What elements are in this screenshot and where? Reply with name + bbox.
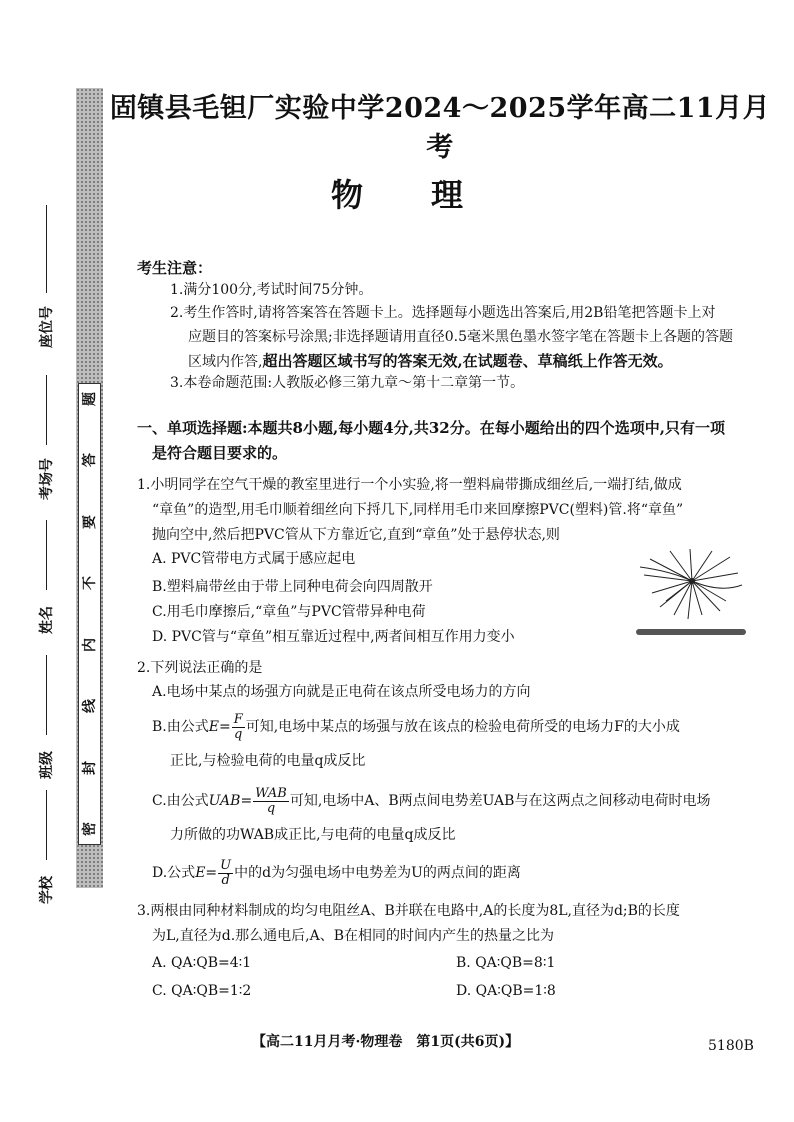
q2-option-c-cont: 力所做的功WAB成正比,与电荷的电量q成反比 [170,827,456,843]
notice-item-2: 2.考生作答时,请将答案答在答题卡上。选择题每小题选出答案后,用2B铅笔把答题卡上对 [170,305,716,321]
school-label: 学校 [39,876,55,904]
fraction-numerator: F [233,711,243,727]
exam-title: 固镇县毛钽厂实验中学2024～2025学年高二11月月考 [109,93,771,163]
seal-char: 题 [81,392,98,406]
q2-stem: 2.下列说法正确的是 [137,660,263,676]
notice-item-1: 1.满分100分,考试时间75分钟。 [170,282,373,298]
name-field[interactable] [36,520,56,644]
q1-option-b: B.塑料扁带丝由于带上同种电荷会向四周散开 [152,579,433,595]
exam-room-field[interactable] [36,375,56,503]
name-label: 姓名 [39,606,55,634]
q2-option-d [152,858,521,888]
q3-option-d: D. QA∶QB=1∶8 [456,983,556,999]
seal-char: 要 [81,514,98,529]
section-heading: 一、单项选择题:本题共8小题,每小题4分,共32分。在每小题给出的四个选项中,只有一项 [137,419,725,437]
fraction [218,859,233,888]
text: B.由公式 [152,719,209,735]
text: C.由公式 [152,793,209,809]
seal-char: 不 [81,576,98,591]
name-line[interactable] [46,520,47,590]
exam-room-label: 考场号 [39,458,55,500]
seal-char: 密 [81,821,98,836]
fraction [253,787,289,816]
q1-stem: 1.小明同学在空气干燥的教室里进行一个小实验,将一塑料扁带撕成细丝后,一端打结,做成 [137,477,682,493]
subject-title [0,170,794,216]
notice-warning: 超出答题区域书写的答案无效,在试题卷、草稿纸上作答无效。 [262,352,673,370]
seal-char: 答 [81,453,98,468]
fraction-denominator: q [266,800,276,816]
paper-code: 5180B [708,1038,754,1054]
seal-char: 封 [81,760,98,775]
q2-option-b [152,712,680,742]
seat-number-line[interactable] [46,205,47,293]
page-footer: 【高二11月月考·物理卷 第1页(共6页)】 [252,1034,520,1050]
octopus-pvc-figure [630,545,750,645]
class-field[interactable] [36,655,56,789]
section-heading-cont: 是符合题目要求的。 [152,444,288,462]
q3-stem-cont: 为L,直径为d.那么通电后,A、B在相同的时间内产生的热量之比为 [152,928,555,944]
notice-heading: 考生注意： [137,259,213,277]
q3-option-c: C. QA∶QB=1∶2 [152,983,252,999]
formula-lhs: E= [195,865,218,881]
q2-option-a: A.电场中某点的场强方向就是正电荷在该点所受电场力的方向 [152,684,531,700]
class-line[interactable] [46,655,47,735]
seal-notice [78,383,101,845]
fraction-numerator: WAB [255,785,287,801]
seat-number-label: 座位号 [39,306,55,348]
fraction-denominator: q [234,726,243,742]
class-label: 班级 [39,751,55,779]
text: D.公式 [152,865,196,881]
formula-lhs: E= [208,719,231,735]
notice-item-2-cont2 [188,351,673,372]
q1-stem-cont2: 抛向空中,然后把PVC管从下方靠近它,直到“章鱼”处于悬停状态,则 [152,527,560,543]
q2-option-c [152,786,710,816]
fraction-numerator: U [220,857,232,873]
pvc-tube [636,629,746,635]
octopus-knot [689,578,695,584]
q1-option-c: C.用毛巾摩擦后,“章鱼”与PVC管带异种电荷 [152,604,426,620]
seal-char: 内 [81,637,98,652]
q3-stem: 3.两根由同种材料制成的均匀电阻丝A、B并联在电路中,A的长度为8L,直径为d;B的长度 [137,903,680,919]
fraction [232,713,245,742]
seal-char: 线 [81,699,98,714]
seat-number-field[interactable] [36,205,56,351]
notice-item-2-cont: 应题目的答案标号涂黑;非选择题请用直径0.5毫米黑色墨水签字笔在答题卡上各题的答题 [188,329,733,345]
q1-stem-cont: “章鱼”的造型,用毛巾顺着细丝向下捋几下,同样用毛巾来回摩擦PVC(塑料)管.将“章鱼” [152,502,684,518]
exam-room-line[interactable] [46,375,47,445]
fraction-denominator: d [221,872,230,888]
q1-option-a: A. PVC管带电方式属于感应起电 [152,551,356,567]
q1-option-d: D. PVC管与“章鱼”相互靠近过程中,两者间相互作用力变小 [152,629,515,645]
notice-item-3: 3.本卷命题范围:人教版必修三第九章～第十二章第一节。 [170,375,525,391]
q3-option-a: A. QA∶QB=4∶1 [152,955,252,971]
q3-option-b: B. QA∶QB=8∶1 [456,955,556,971]
text: 中的d为匀强电场中电势差为U的两点间的距离 [234,865,521,881]
subject-char: 物 [330,176,363,214]
school-field[interactable] [36,790,56,914]
notice-text: 区域内作答, [188,354,263,370]
q2-option-b-cont: 正比,与检验电荷的电量q成反比 [170,753,366,769]
text: 可知,电场中某点的场强与放在该点的检验电荷所受的电场力F的大小成 [245,719,680,735]
subject-char: 理 [431,176,464,214]
text: 可知,电场中A、B两点间电势差UAB与在这两点之间移动电荷时电场 [289,793,711,809]
school-line[interactable] [46,790,47,860]
octopus-strands [640,549,742,619]
formula-lhs: UAB= [208,793,253,809]
